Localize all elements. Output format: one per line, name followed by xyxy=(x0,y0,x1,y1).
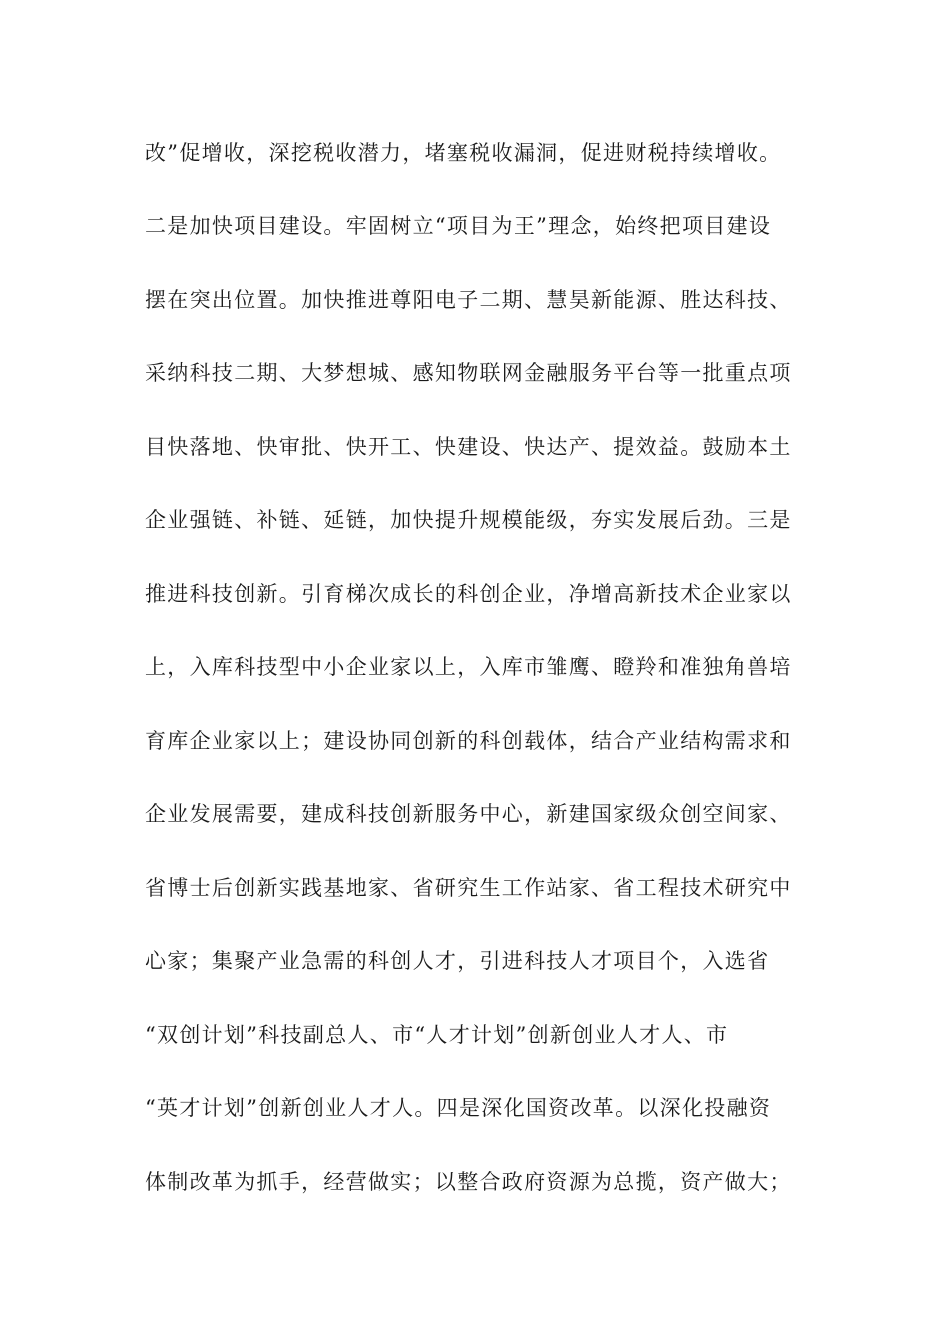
paragraph-line: 体制改革为抓手，经营做实；以整合政府资源为总揽，资产做大； xyxy=(145,1170,792,1194)
paragraph-line: 育库企业家以上；建设协同创新的科创载体，结合产业结构需求和 xyxy=(145,729,792,753)
paragraph-line: 改”促增收，深挖税收潜力，堵塞税收漏洞，促进财税持续增收。 xyxy=(145,141,782,165)
paragraph-line: 目快落地、快审批、快开工、快建设、快达产、提效益。鼓励本土 xyxy=(145,435,792,459)
paragraph-line: “双创计划”科技副总人、市“人才计划”创新创业人才人、市 xyxy=(145,1023,729,1047)
paragraph-line: “英才计划”创新创业人才人。四是深化国资改革。以深化投融资 xyxy=(145,1096,772,1120)
paragraph-line: 采纳科技二期、大梦想城、感知物联网金融服务平台等一批重点项 xyxy=(145,361,792,385)
paragraph-line: 企业发展需要，建成科技创新服务中心，新建国家级众创空间家、 xyxy=(145,802,792,826)
paragraph-line: 二是加快项目建设。牢固树立“项目为王”理念，始终把项目建设 xyxy=(145,214,772,238)
paragraph-line: 心家；集聚产业急需的科创人才，引进科技人才项目个，入选省 xyxy=(145,949,770,973)
paragraph-line: 上，入库科技型中小企业家以上，入库市雏鹰、瞪羚和准独角兽培 xyxy=(145,655,792,679)
paragraph-line: 企业强链、补链、延链，加快提升规模能级，夯实发展后劲。三是 xyxy=(145,508,792,532)
paragraph-line: 推进科技创新。引育梯次成长的科创企业，净增高新技术企业家以 xyxy=(145,582,792,606)
paragraph-line: 摆在突出位置。加快推进尊阳电子二期、慧昊新能源、胜达科技、 xyxy=(145,288,792,312)
paragraph-line: 省博士后创新实践基地家、省研究生工作站家、省工程技术研究中 xyxy=(145,876,792,900)
